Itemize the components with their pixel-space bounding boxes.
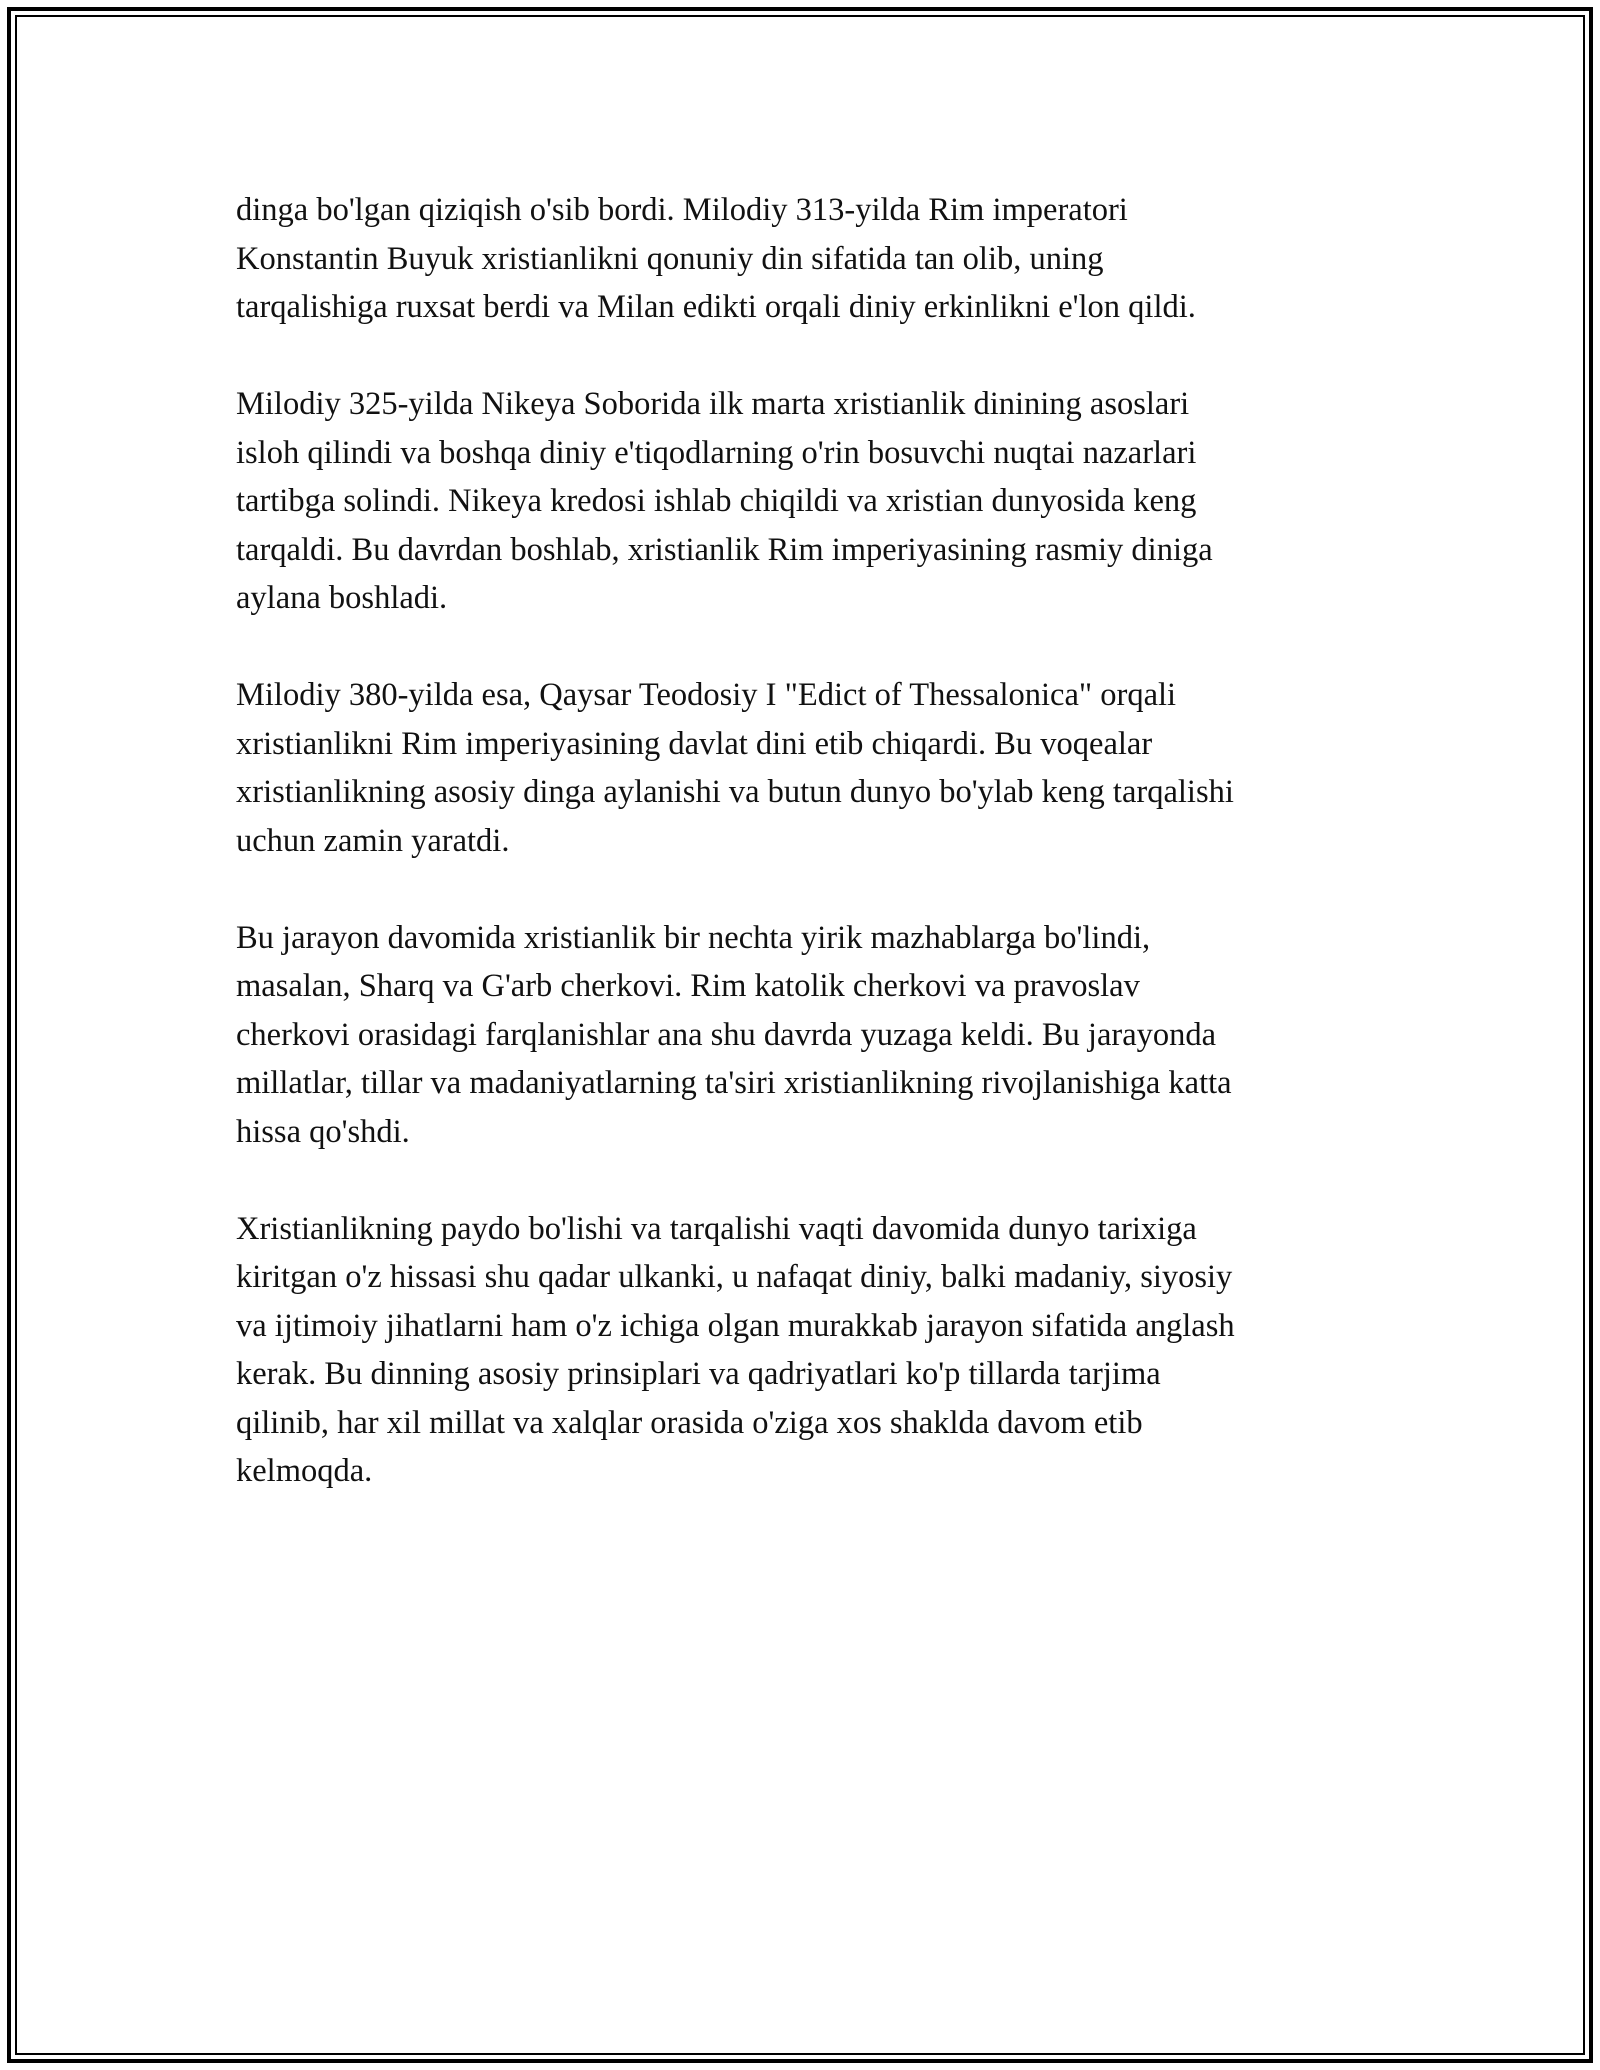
paragraph-1: dinga bo'lgan qiziqish o'sib bordi. Milodiy 313-yilda Rim imperatori Konstantin Buyuk xristianlikni qonuniy din sifatida tan olib, uning tarqalishiga ruxsat berdi va Milan edikti orqali diniy erkinlikni e'lon qildi. — [236, 192, 1196, 325]
paragraph-2: Milodiy 325-yilda Nikeya Soborida ilk marta xristianlik dinining asoslari isloh qilindi va boshqa diniy e'tiqodlarning o'rin bosuvchi nuqtai nazarlari tartibga solindi. Nikeya kredosi ishlab chiqildi va xristian dunyosida keng tarqaldi. Bu davrdan boshlab, xristianlik Rim imperiyasining rasmiy diniga aylana boshladi. — [236, 386, 1213, 616]
paragraph-5: Xristianlikning paydo bo'lishi va tarqalishi vaqti davomida dunyo tarixiga kiritgan o'z hissasi shu qadar ulkanki, u nafaqat diniy, balki madaniy, siyosiy va ijtimoiy jihatlarni ham o'z ichiga olgan murakkab jarayon sifatida anglash kerak. Bu dinning asosiy prinsiplari va qadriyatlari ko'p tillarda tarjima qilinib, har xil millat va xalqlar orasida o'ziga xos shaklda davom etib kelmoqda. — [236, 1210, 1235, 1489]
paragraph-3: Milodiy 380-yilda esa, Qaysar Teodosiy I "Edict of Thessalonica" orqali xristianlikni Rim imperiyasining davlat dini etib chiqardi. Bu voqealar xristianlikning asosiy dinga aylanishi va butun dunyo bo'ylab keng tarqalishi uchun zamin yaratdi. — [236, 677, 1234, 859]
paragraph-4: Bu jarayon davomida xristianlik bir nechta yirik mazhablarga bo'lindi, masalan, Sharq va G'arb cherkovi. Rim katolik cherkovi va pravoslav cherkovi orasidagi farqlanishlar ana shu davrda yuzaga keldi. Bu jarayonda millatlar, tillar va madaniyatlarning ta'siri xristianlikning rivojlanishiga katta hissa qo'shdi. — [236, 919, 1232, 1150]
document-body — [236, 186, 1386, 1544]
